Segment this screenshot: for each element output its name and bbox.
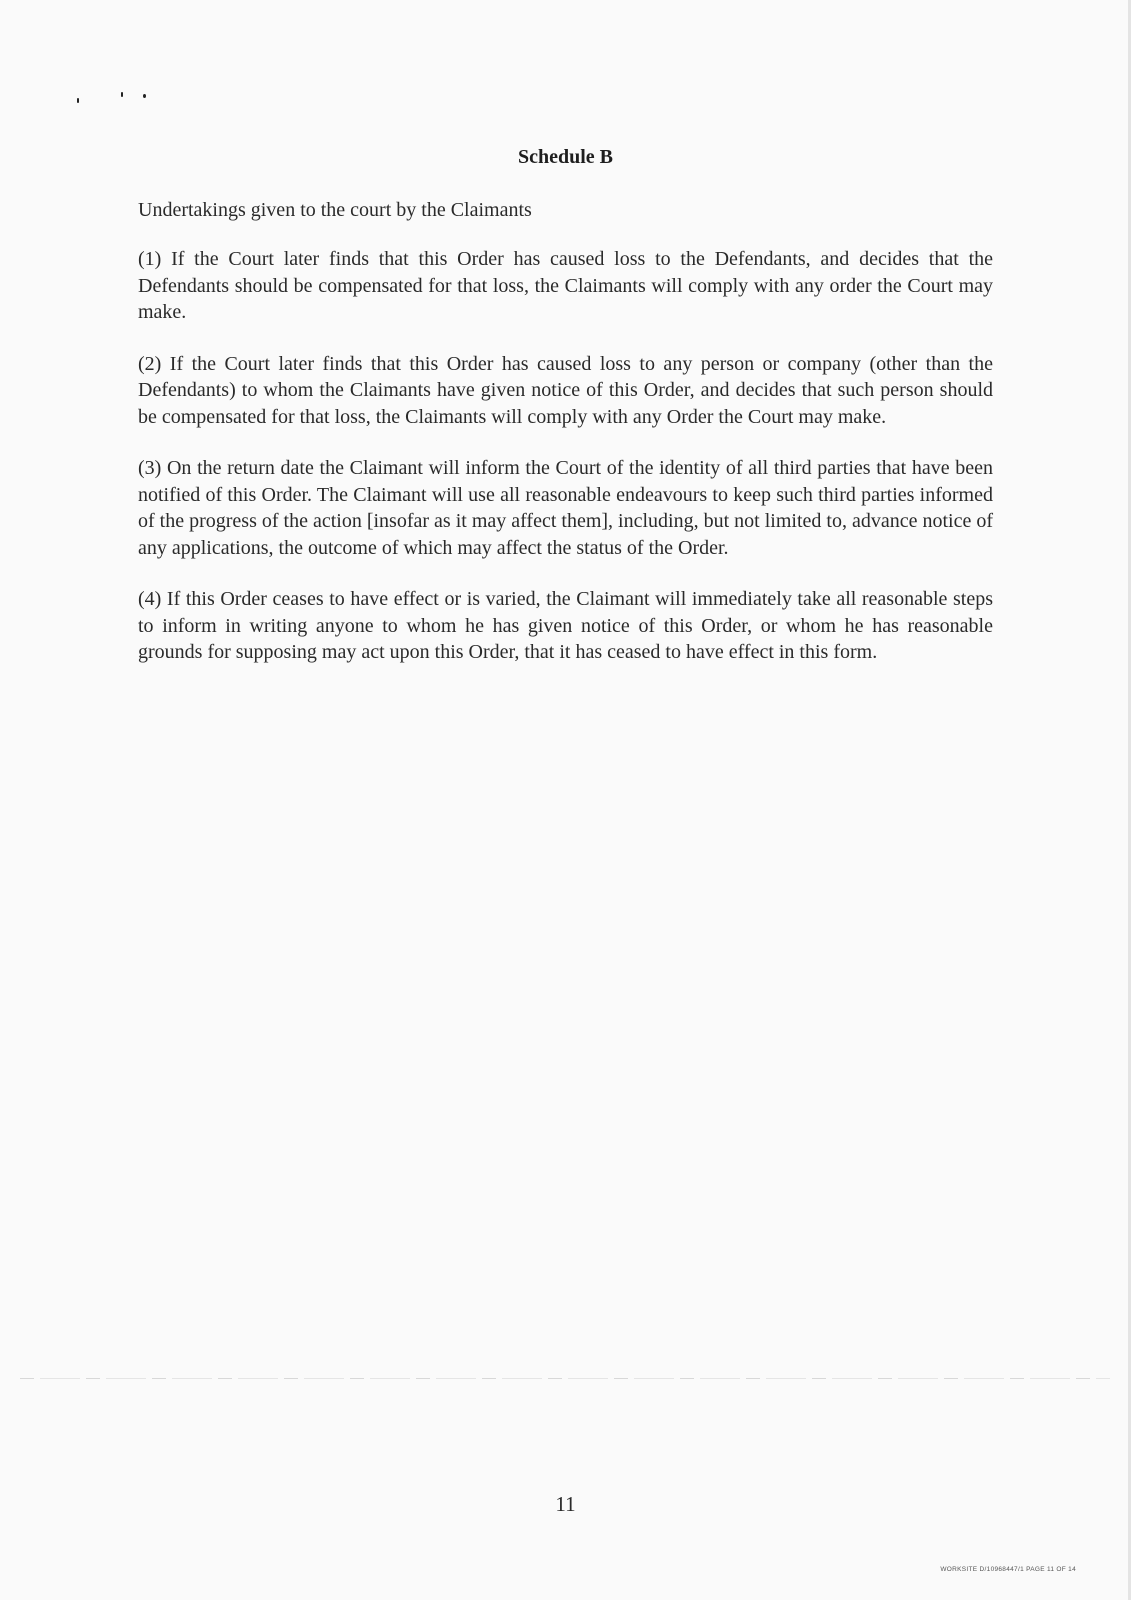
undertakings-body [138,246,993,691]
footer-document-reference: WORKSITE D/10968447/1 PAGE 11 OF 14 [940,1566,1076,1573]
scan-mark [143,94,146,98]
intro-line: Undertakings given to the court by the Claimants [138,199,532,221]
page-number: 11 [555,1492,576,1516]
schedule-heading: Schedule B [517,146,614,168]
scan-mark [121,92,123,97]
undertaking-paragraph-3: (3) On the return date the Claimant will inform the Court of the identity of all third parties that have been notified of this Order. The Claimant will use all reasonable endeavours to keep such third parties informed of the progress of the action [insofar as it may affect them], including, but not limited to, advance notice of any applications, the outcome of which may affect the status of the Order. [138,457,993,559]
undertaking-paragraph-1: (1) If the Court later finds that this Order has caused loss to the Defendants, and decides that the Defendants should be compensated for that loss, the Claimants will comply with any order the Court may make. [138,248,993,323]
scan-artifact-line [20,1378,1110,1379]
scan-mark [77,98,79,103]
undertaking-paragraph-2: (2) If the Court later finds that this Order has caused loss to any person or company (other than the Defendants) to whom the Claimants have given notice of this Order, and decides that such person should be compensated for that loss, the Claimants will comply with any Order the Court may make. [138,352,993,428]
undertaking-paragraph-4: (4) If this Order ceases to have effect or is varied, the Claimant will immediately take all reasonable steps to inform in writing anyone to whom he has given notice of this Order, or whom he has reasonable grounds for supposing may act upon this Order, that it has ceased to have effect in this form. [138,588,993,663]
